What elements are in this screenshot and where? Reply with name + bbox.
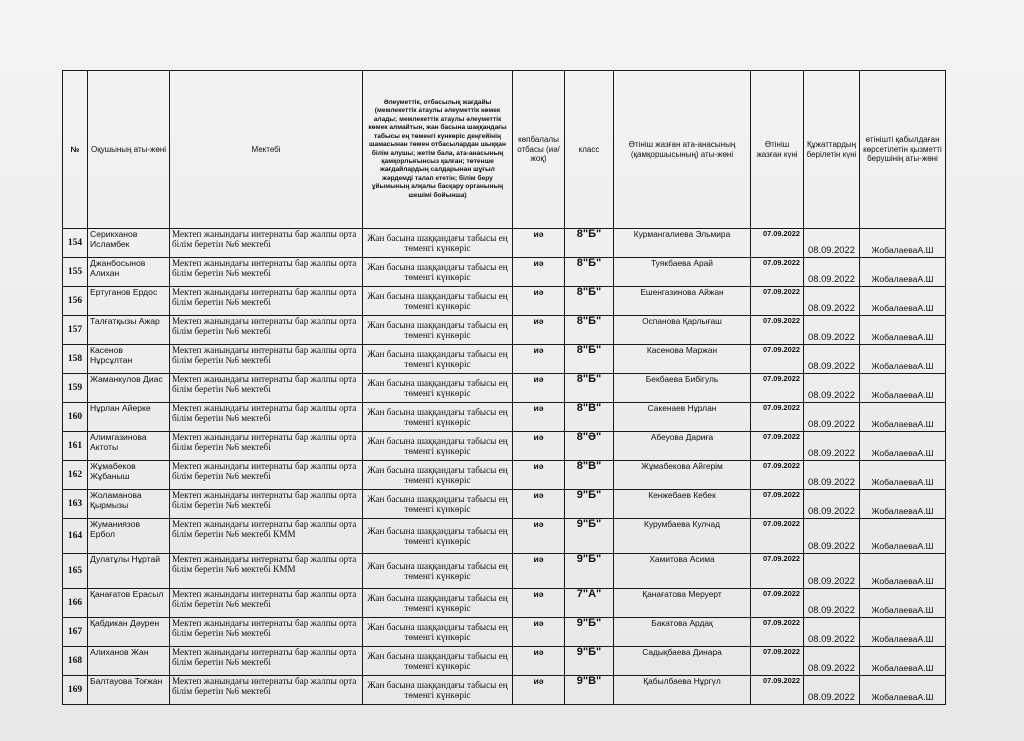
- student-name: Жаманкулов Диас: [88, 374, 170, 403]
- parent-name: Жұмабекова Айгерім: [614, 461, 751, 490]
- parent-name: Ешенгазинова Айжан: [614, 287, 751, 316]
- application-date: 07.09.2022: [751, 345, 804, 374]
- social-status: Жан басына шаққандағы табысы ең төменгі күнкөріс: [363, 316, 513, 345]
- parent-name: Оспанова Қарлығаш: [614, 316, 751, 345]
- class-name: 9"Б": [565, 519, 614, 554]
- student-number: 156: [63, 287, 88, 316]
- parent-name: Курумбаева Кулчад: [614, 519, 751, 554]
- documents-date: 08.09.2022: [804, 676, 860, 705]
- school-name: Мектеп жанындағы интернаты бар жалпы орта білім беретін №6 мектебі: [170, 258, 363, 287]
- social-status: Жан басына шаққандағы табысы ең төменгі күнкөріс: [363, 258, 513, 287]
- application-date: 07.09.2022: [751, 374, 804, 403]
- parent-name: Сакенаев Нұрлан: [614, 403, 751, 432]
- class-name: 8"Б": [565, 258, 614, 287]
- school-name: Мектеп жанындағы интернаты бар жалпы орта білім беретін №6 мектебі: [170, 287, 363, 316]
- social-status: Жан басына шаққандағы табысы ең төменгі күнкөріс: [363, 432, 513, 461]
- large-family-flag: иә: [513, 345, 565, 374]
- school-name: Мектеп жанындағы интернаты бар жалпы орта білім беретін №6 мектебі: [170, 490, 363, 519]
- class-name: 8"В": [565, 461, 614, 490]
- social-status: Жан басына шаққандағы табысы ең төменгі күнкөріс: [363, 345, 513, 374]
- applications-table: [62, 70, 946, 705]
- large-family-flag: иә: [513, 432, 565, 461]
- class-name: 8"Б": [565, 374, 614, 403]
- table-row: [63, 554, 946, 589]
- table-row: [63, 618, 946, 647]
- header-no: №: [63, 71, 88, 229]
- application-date: 07.09.2022: [751, 287, 804, 316]
- student-number: 168: [63, 647, 88, 676]
- documents-date: 08.09.2022: [804, 589, 860, 618]
- header-large-family: көпбалалы отбасы (иә/жоқ): [513, 71, 565, 229]
- parent-name: Абеуова Дариға: [614, 432, 751, 461]
- large-family-flag: иә: [513, 589, 565, 618]
- class-name: 8"В": [565, 403, 614, 432]
- large-family-flag: иә: [513, 229, 565, 258]
- student-name: Жуманиязов Ербол: [88, 519, 170, 554]
- table-row: [63, 374, 946, 403]
- student-number: 154: [63, 229, 88, 258]
- header-application-date: Өтініш жазған күні: [751, 71, 804, 229]
- header-school: Мектебі: [170, 71, 363, 229]
- student-number: 161: [63, 432, 88, 461]
- application-date: 07.09.2022: [751, 618, 804, 647]
- school-name: Мектеп жанындағы интернаты бар жалпы орта білім беретін №6 мектебі: [170, 589, 363, 618]
- student-name: Ертуганов Ердос: [88, 287, 170, 316]
- documents-date: 08.09.2022: [804, 258, 860, 287]
- table-row: [63, 589, 946, 618]
- documents-date: 08.09.2022: [804, 618, 860, 647]
- class-name: 9"Б": [565, 490, 614, 519]
- application-date: 07.09.2022: [751, 490, 804, 519]
- school-name: Мектеп жанындағы интернаты бар жалпы орта білім беретін №6 мектебі: [170, 316, 363, 345]
- parent-name: Хамитова Асима: [614, 554, 751, 589]
- table-row: [63, 432, 946, 461]
- large-family-flag: иә: [513, 676, 565, 705]
- student-name: Алиханов Жан: [88, 647, 170, 676]
- social-status: Жан басына шаққандағы табысы ең төменгі күнкөріс: [363, 229, 513, 258]
- parent-name: Қанағатова Меруерт: [614, 589, 751, 618]
- student-name: Жұмабеков Жұбаныш: [88, 461, 170, 490]
- student-number: 166: [63, 589, 88, 618]
- large-family-flag: иә: [513, 554, 565, 589]
- student-number: 163: [63, 490, 88, 519]
- class-name: 9"Б": [565, 554, 614, 589]
- table-row: [63, 316, 946, 345]
- issuer-name: ЖобалаеваА.Ш: [860, 374, 946, 403]
- table-row: [63, 647, 946, 676]
- issuer-name: ЖобалаеваА.Ш: [860, 345, 946, 374]
- class-name: 9"Б": [565, 618, 614, 647]
- table-row: [63, 676, 946, 705]
- student-name: Қанағатов Ерасыл: [88, 589, 170, 618]
- social-status: Жан басына шаққандағы табысы ең төменгі күнкөріс: [363, 403, 513, 432]
- table-row: [63, 461, 946, 490]
- issuer-name: ЖобалаеваА.Ш: [860, 287, 946, 316]
- social-status: Жан басына шаққандағы табысы ең төменгі күнкөріс: [363, 519, 513, 554]
- student-number: 162: [63, 461, 88, 490]
- social-status: Жан басына шаққандағы табысы ең төменгі күнкөріс: [363, 461, 513, 490]
- class-name: 7"А": [565, 589, 614, 618]
- school-name: Мектеп жанындағы интернаты бар жалпы орта білім беретін №6 мектебі: [170, 432, 363, 461]
- social-status: Жан басына шаққандағы табысы ең төменгі күнкөріс: [363, 554, 513, 589]
- table-body: [63, 229, 946, 705]
- parent-name: Касенова Маржан: [614, 345, 751, 374]
- issuer-name: ЖобалаеваА.Ш: [860, 316, 946, 345]
- student-number: 159: [63, 374, 88, 403]
- large-family-flag: иә: [513, 618, 565, 647]
- class-name: 8"Б": [565, 287, 614, 316]
- student-name: Балтауова Тоғжан: [88, 676, 170, 705]
- header-parent: Өтініш жазған ата-анасының (қамқоршысының) аты-жөні: [614, 71, 751, 229]
- application-date: 07.09.2022: [751, 229, 804, 258]
- parent-name: Бакатова Ардақ: [614, 618, 751, 647]
- parent-name: Курмангалиева Эльмира: [614, 229, 751, 258]
- parent-name: Бекбаева Бибігуль: [614, 374, 751, 403]
- issuer-name: ЖобалаеваА.Ш: [860, 647, 946, 676]
- application-date: 07.09.2022: [751, 403, 804, 432]
- school-name: Мектеп жанындағы интернаты бар жалпы орта білім беретін №6 мектебі: [170, 618, 363, 647]
- documents-date: 08.09.2022: [804, 647, 860, 676]
- header-class: класс: [565, 71, 614, 229]
- issuer-name: ЖобалаеваА.Ш: [860, 676, 946, 705]
- social-status: Жан басына шаққандағы табысы ең төменгі күнкөріс: [363, 676, 513, 705]
- parent-name: Туякбаева Арай: [614, 258, 751, 287]
- large-family-flag: иә: [513, 519, 565, 554]
- student-name: Жоламанова Қырмызы: [88, 490, 170, 519]
- application-date: 07.09.2022: [751, 519, 804, 554]
- school-name: Мектеп жанындағы интернаты бар жалпы орта білім беретін №6 мектебі КММ: [170, 519, 363, 554]
- class-name: 9"Б": [565, 647, 614, 676]
- documents-date: 08.09.2022: [804, 316, 860, 345]
- social-status: Жан басына шаққандағы табысы ең төменгі күнкөріс: [363, 647, 513, 676]
- large-family-flag: иә: [513, 374, 565, 403]
- issuer-name: ЖобалаеваА.Ш: [860, 403, 946, 432]
- table-row: [63, 519, 946, 554]
- header-social-status: Әлеуметтік, отбасылық жағдайы (мемлекеттік атаулы әлеуметтік көмек алады; мемлекеттік атаулы әлеуметтік көмек алмайтын, жан басына шаққандағы табысы ең төменгі күнкөріс деңгейінің шамасынан төмен отбасылардан шыққан білім алушы; жетім бала, ата-анасының қамқорлығынсыз қалған; төтенше жағдайлардың салдарынан шұғыл жәрдемді талап ететін; білім беру ұйымының алқалы басқару органының шешімі бойынша): [363, 71, 513, 229]
- table-row: [63, 490, 946, 519]
- table-row: [63, 345, 946, 374]
- issuer-name: ЖобалаеваА.Ш: [860, 519, 946, 554]
- large-family-flag: иә: [513, 647, 565, 676]
- school-name: Мектеп жанындағы интернаты бар жалпы орта білім беретін №6 мектебі КММ: [170, 554, 363, 589]
- social-status: Жан басына шаққандағы табысы ең төменгі күнкөріс: [363, 618, 513, 647]
- social-status: Жан басына шаққандағы табысы ең төменгі күнкөріс: [363, 490, 513, 519]
- application-date: 07.09.2022: [751, 461, 804, 490]
- social-status: Жан басына шаққандағы табысы ең төменгі күнкөріс: [363, 287, 513, 316]
- documents-date: 08.09.2022: [804, 519, 860, 554]
- student-number: 158: [63, 345, 88, 374]
- application-date: 07.09.2022: [751, 589, 804, 618]
- student-name: Талғатқызы Ажар: [88, 316, 170, 345]
- documents-date: 08.09.2022: [804, 374, 860, 403]
- school-name: Мектеп жанындағы интернаты бар жалпы орта білім беретін №6 мектебі: [170, 345, 363, 374]
- table-row: [63, 229, 946, 258]
- issuer-name: ЖобалаеваА.Ш: [860, 229, 946, 258]
- documents-date: 08.09.2022: [804, 345, 860, 374]
- parent-name: Қабылбаева Нұргүл: [614, 676, 751, 705]
- large-family-flag: иә: [513, 490, 565, 519]
- student-number: 155: [63, 258, 88, 287]
- issuer-name: ЖобалаеваА.Ш: [860, 618, 946, 647]
- large-family-flag: иә: [513, 316, 565, 345]
- documents-date: 08.09.2022: [804, 287, 860, 316]
- header-issuer: өтінішті қабылдаған көрсетілетін қызметті берушінің аты-жөні: [860, 71, 946, 229]
- table-header: [63, 71, 946, 229]
- application-date: 07.09.2022: [751, 316, 804, 345]
- documents-date: 08.09.2022: [804, 554, 860, 589]
- school-name: Мектеп жанындағы интернаты бар жалпы орта білім беретін №6 мектебі: [170, 374, 363, 403]
- student-number: 169: [63, 676, 88, 705]
- large-family-flag: иә: [513, 258, 565, 287]
- student-name: Джанбосынов Алихан: [88, 258, 170, 287]
- social-status: Жан басына шаққандағы табысы ең төменгі күнкөріс: [363, 374, 513, 403]
- header-student: Оқушының аты-жөні: [88, 71, 170, 229]
- table-row: [63, 403, 946, 432]
- school-name: Мектеп жанындағы интернаты бар жалпы орта білім беретін №6 мектебі: [170, 647, 363, 676]
- student-number: 167: [63, 618, 88, 647]
- parent-name: Кенжебаев Кебек: [614, 490, 751, 519]
- application-date: 07.09.2022: [751, 554, 804, 589]
- student-name: Касенов Нұрсұлтан: [88, 345, 170, 374]
- student-number: 157: [63, 316, 88, 345]
- documents-date: 08.09.2022: [804, 432, 860, 461]
- header-documents-date: Құжаттардың берілетін күні: [804, 71, 860, 229]
- large-family-flag: иә: [513, 287, 565, 316]
- school-name: Мектеп жанындағы интернаты бар жалпы орта білім беретін №6 мектебі: [170, 676, 363, 705]
- issuer-name: ЖобалаеваА.Ш: [860, 461, 946, 490]
- issuer-name: ЖобалаеваА.Ш: [860, 589, 946, 618]
- school-name: Мектеп жанындағы интернаты бар жалпы орта білім беретін №6 мектебі: [170, 403, 363, 432]
- application-date: 07.09.2022: [751, 432, 804, 461]
- student-number: 164: [63, 519, 88, 554]
- school-name: Мектеп жанындағы интернаты бар жалпы орта білім беретін №6 мектебі: [170, 229, 363, 258]
- documents-date: 08.09.2022: [804, 229, 860, 258]
- issuer-name: ЖобалаеваА.Ш: [860, 490, 946, 519]
- class-name: 8"Б": [565, 345, 614, 374]
- large-family-flag: иә: [513, 461, 565, 490]
- student-name: Алимгазинова Актоты: [88, 432, 170, 461]
- application-date: 07.09.2022: [751, 676, 804, 705]
- class-name: 8"Б": [565, 316, 614, 345]
- documents-date: 08.09.2022: [804, 461, 860, 490]
- table-row: [63, 258, 946, 287]
- class-name: 8"Ә": [565, 432, 614, 461]
- student-name: Нұрлан Айерке: [88, 403, 170, 432]
- student-number: 165: [63, 554, 88, 589]
- class-name: 8"Б": [565, 229, 614, 258]
- class-name: 9"В": [565, 676, 614, 705]
- documents-date: 08.09.2022: [804, 490, 860, 519]
- parent-name: Садықбаева Динара: [614, 647, 751, 676]
- student-number: 160: [63, 403, 88, 432]
- school-name: Мектеп жанындағы интернаты бар жалпы орта білім беретін №6 мектебі: [170, 461, 363, 490]
- documents-date: 08.09.2022: [804, 403, 860, 432]
- student-name: Дулатұлы Нұртай: [88, 554, 170, 589]
- application-date: 07.09.2022: [751, 647, 804, 676]
- large-family-flag: иә: [513, 403, 565, 432]
- issuer-name: ЖобалаеваА.Ш: [860, 554, 946, 589]
- table-row: [63, 287, 946, 316]
- application-date: 07.09.2022: [751, 258, 804, 287]
- student-name: Қабдикан Дәурен: [88, 618, 170, 647]
- issuer-name: ЖобалаеваА.Ш: [860, 432, 946, 461]
- social-status: Жан басына шаққандағы табысы ең төменгі күнкөріс: [363, 589, 513, 618]
- student-name: Серикханов Исламбек: [88, 229, 170, 258]
- issuer-name: ЖобалаеваА.Ш: [860, 258, 946, 287]
